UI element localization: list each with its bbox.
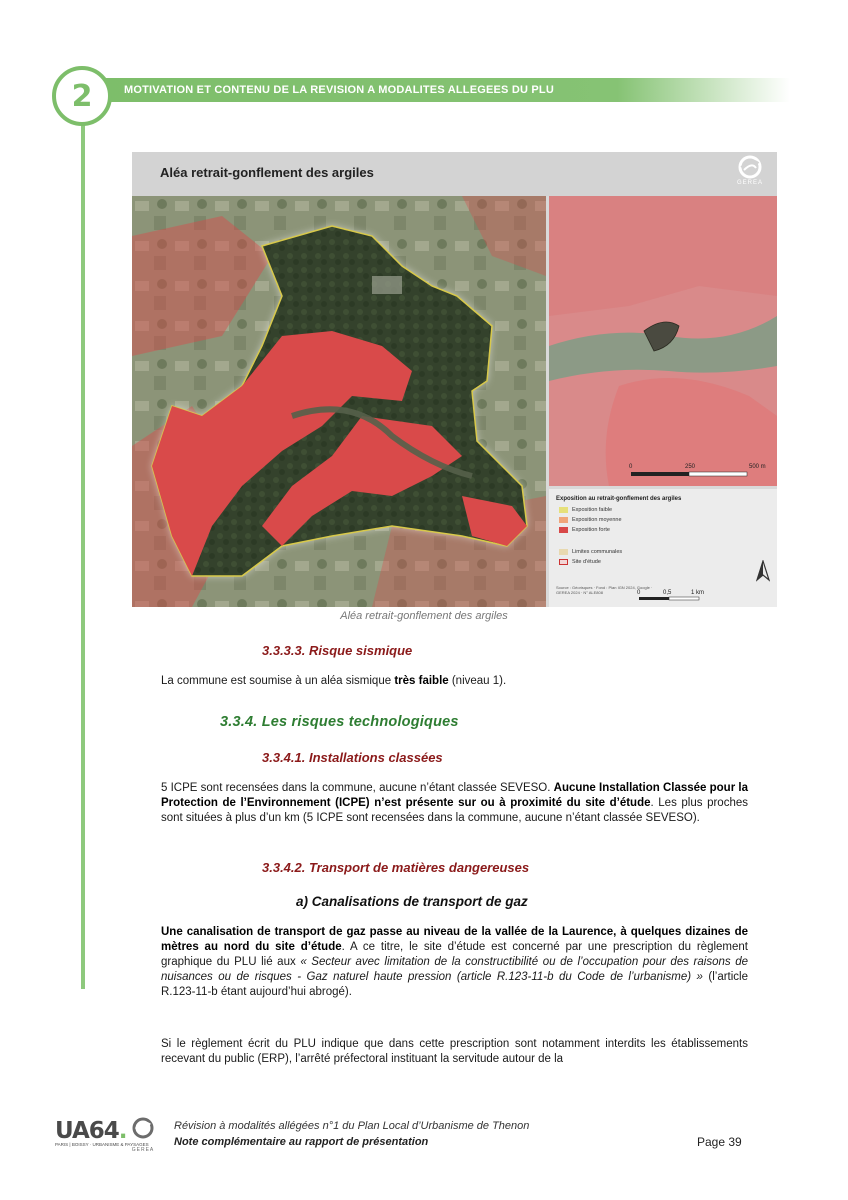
heading-risques-technologiques: 3.3.4. Les risques technologiques	[220, 714, 459, 730]
heading-installations-classees: 3.3.4.1. Installations classées	[262, 750, 443, 765]
gerea-footer-logo	[128, 1116, 158, 1152]
heading-canalisations-gaz: a) Canalisations de transport de gaz	[296, 894, 528, 909]
legend-title: Exposition au retrait-gonflement des argiles	[556, 496, 682, 502]
legend-label: Exposition forte	[572, 527, 610, 533]
text: 5 ICPE sont recensées dans la commune, aucune n’étant classée SEVESO.	[161, 782, 554, 794]
main-scale-05: 0,5	[663, 590, 672, 596]
gerea-logo-text: GEREA	[736, 180, 763, 186]
italic-text: « Secteur avec limitation de la constructibilité ou de l’occupation pour des raisons de nuisances ou de risques - Gaz naturel haute pression (article R.123-11-b du Code de l’urbanisme) »	[161, 956, 749, 983]
heading-risque-sismique: 3.3.3.3. Risque sismique	[262, 643, 413, 658]
ua64-logo-subtext: PARIS | BOISSY · URBANISME & PAYSAGES	[55, 1142, 149, 1147]
figure-caption: Aléa retrait-gonflement des argiles	[340, 610, 508, 622]
legend-item	[559, 527, 610, 533]
gerea-footer-logo-text: GEREA	[131, 1147, 155, 1153]
legend-label: Exposition faible	[572, 507, 613, 513]
map-figure	[132, 152, 777, 607]
bold-text: très faible	[394, 675, 449, 687]
map-title: Aléa retrait-gonflement des argiles	[160, 165, 374, 180]
zoom-scale-250: 250	[685, 464, 696, 470]
text: . A ce titre, le site d’étude est concerné par une prescription du règlement graphique du PLU lié aux	[161, 941, 748, 968]
chapter-header-bar	[100, 78, 790, 102]
paragraph-icpe	[161, 781, 748, 826]
main-scale-1km: 1 km	[691, 590, 705, 596]
legend-swatch	[559, 507, 568, 513]
bold-text: Aucune Installation Classée pour la Protection de l’Environnement (ICPE) n’est présente sur ou à proximité du site d’étude	[161, 782, 748, 809]
paragraph-canalisation	[161, 925, 748, 1000]
north-arrow-icon	[756, 560, 770, 582]
legend-item	[559, 559, 601, 565]
paragraph-erp: Si le règlement écrit du PLU indique que dans cette prescription sont notamment interdits les établissements recevant du public (ERP), l’arrêté préfectoral instituant la servitude autour de la	[161, 1038, 748, 1065]
legend-swatch	[559, 527, 568, 533]
legend-swatch	[559, 559, 568, 565]
side-rule	[81, 124, 85, 989]
text: La commune est soumise à un aléa sismique	[161, 675, 395, 687]
main-map	[132, 196, 546, 607]
ua64-logo-text: UA64.	[55, 1118, 127, 1144]
paragraph-sismique	[161, 674, 748, 689]
legend-source: Source : Géorisques · Fond : Plan IGN 2024, Google · GEREA 2024 · N° ALE808	[556, 585, 653, 595]
legend-swatch	[559, 517, 568, 523]
chapter-title: MOTIVATION ET CONTENU DE LA REVISION A MODALITES ALLEGEES DU PLU	[124, 84, 554, 96]
gerea-footer-logo-icon	[128, 1116, 158, 1142]
text: (niveau 1).	[448, 675, 507, 687]
legend-item	[559, 549, 622, 555]
zoom-scale-500: 500 m	[749, 464, 766, 470]
legend-item	[559, 517, 622, 523]
heading-transport-matieres-dangereuses: 3.3.4.2. Transport de matières dangereuses	[262, 860, 530, 875]
chapter-number-badge	[52, 66, 112, 126]
page-number: Page 39	[697, 1135, 742, 1149]
legend-label: Exposition moyenne	[572, 517, 622, 523]
zoom-map	[549, 196, 777, 486]
gerea-logo-icon	[728, 154, 772, 180]
map-legend	[549, 489, 777, 607]
gerea-logo	[728, 154, 772, 194]
legend-item	[559, 507, 612, 513]
zoom-scale-bar	[631, 472, 747, 476]
bold-text: Une canalisation de transport de gaz passe au niveau de la vallée de la Laurence, à quelques dizaines de mètres au nord du site d’étude	[161, 926, 748, 953]
legend-swatch	[559, 549, 568, 555]
zoom-scale-0: 0	[629, 464, 633, 470]
main-scale-0: 0	[637, 590, 641, 596]
text: (l’article R.123-11-b étant aujourd’hui abrogé).	[161, 971, 749, 998]
footer-document-subtitle: Note complémentaire au rapport de présentation	[174, 1136, 429, 1148]
legend-label: Site d'étude	[572, 559, 601, 565]
footer-document-title: Révision à modalités allégées n°1 du Plan Local d’Urbanisme de Thenon	[174, 1120, 530, 1132]
map-titlebar	[132, 152, 777, 196]
chapter-number: 2	[71, 78, 93, 114]
main-scale-bar	[629, 587, 769, 603]
legend-label: Limites communales	[572, 549, 623, 555]
ua64-logo-main: UA64	[55, 1118, 119, 1144]
text: . Les plus proches sont situées à plus d’un km (5 ICPE sont recensées dans la commune, aucune n’étant classée SEVESO).	[161, 797, 748, 824]
